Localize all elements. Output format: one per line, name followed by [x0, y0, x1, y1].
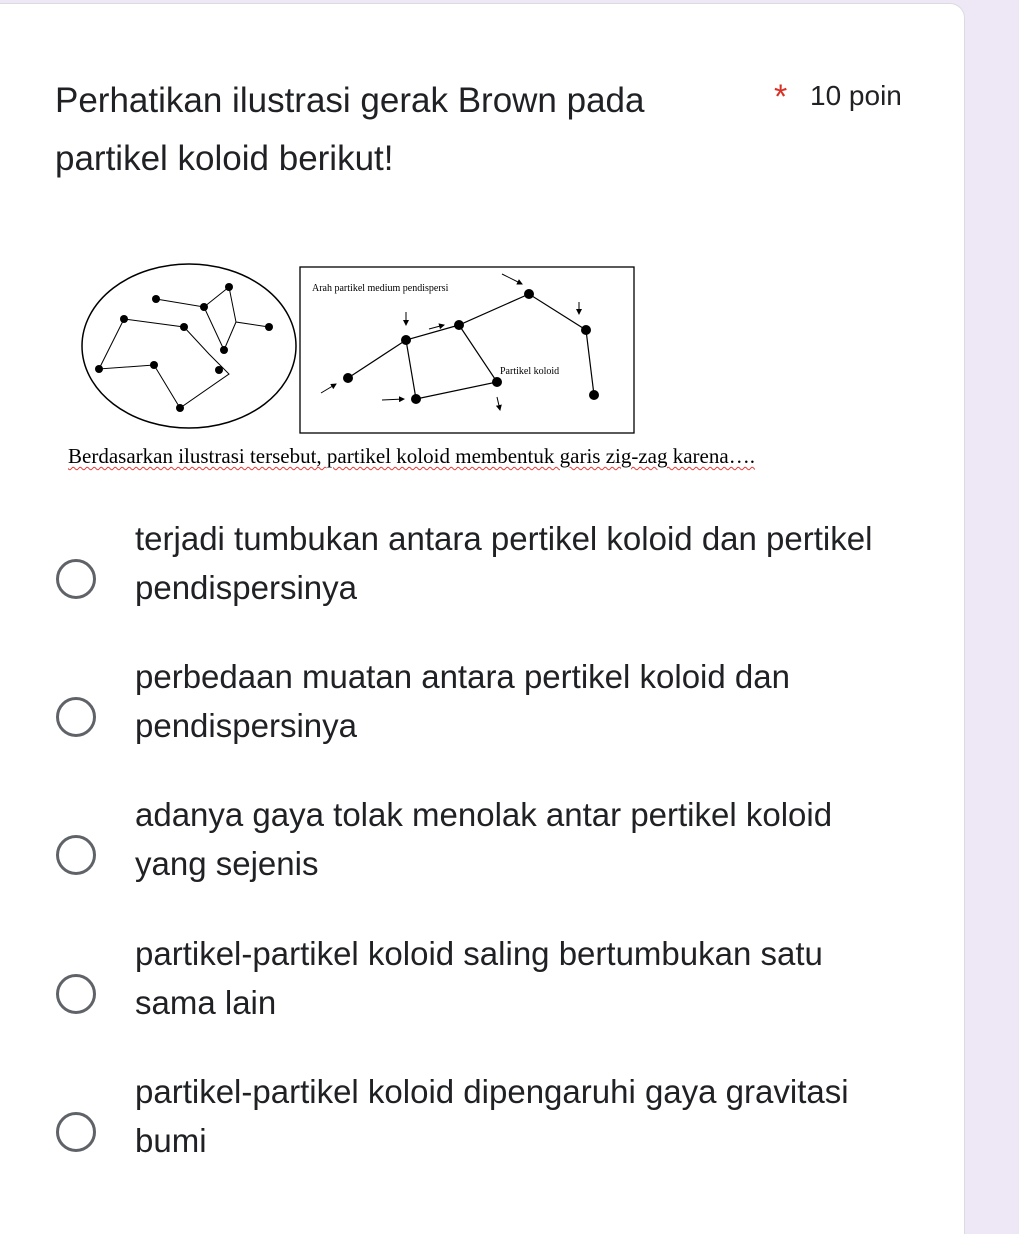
radio-button[interactable]	[56, 1112, 96, 1152]
question-image	[64, 262, 884, 477]
answer-option-5[interactable]	[0, 1067, 960, 1187]
radio-button[interactable]	[56, 559, 96, 599]
container-circle	[82, 264, 296, 428]
question-card	[0, 4, 964, 1234]
answer-option-2[interactable]	[0, 652, 960, 772]
figure-caption: Berdasarkan ilustrasi tersebut, partikel koloid membentuk garis zig-zag karena….	[68, 444, 755, 468]
option-label: adanya gaya tolak menolak antar pertikel koloid yang sejenis	[135, 796, 833, 882]
option-label: partikel-partikel koloid saling bertumbukan satu sama lain	[135, 935, 823, 1021]
radio-button[interactable]	[56, 835, 96, 875]
option-label: perbedaan muatan antara pertikel koloid dan pendispersinya	[135, 658, 790, 744]
option-label: terjadi tumbukan antara pertikel koloid dan pertikel pendispersinya	[135, 520, 873, 606]
answer-option-1[interactable]	[0, 514, 960, 634]
medium-label: Arah partikel medium pendispersi	[312, 283, 449, 294]
points-label: 10 poin	[810, 80, 902, 111]
koloid-label: Partikel koloid	[500, 366, 560, 377]
answer-option-3[interactable]	[0, 790, 960, 910]
option-label: partikel-partikel koloid dipengaruhi gaya gravitasi bumi	[135, 1073, 849, 1159]
brownian-motion-illustration	[64, 262, 884, 442]
answer-option-4[interactable]	[0, 929, 960, 1049]
radio-button[interactable]	[56, 974, 96, 1014]
required-marker: *	[774, 78, 788, 116]
radio-button[interactable]	[56, 697, 96, 737]
question-title: Perhatikan ilustrasi gerak Brown pada partikel koloid berikut!	[55, 81, 645, 178]
